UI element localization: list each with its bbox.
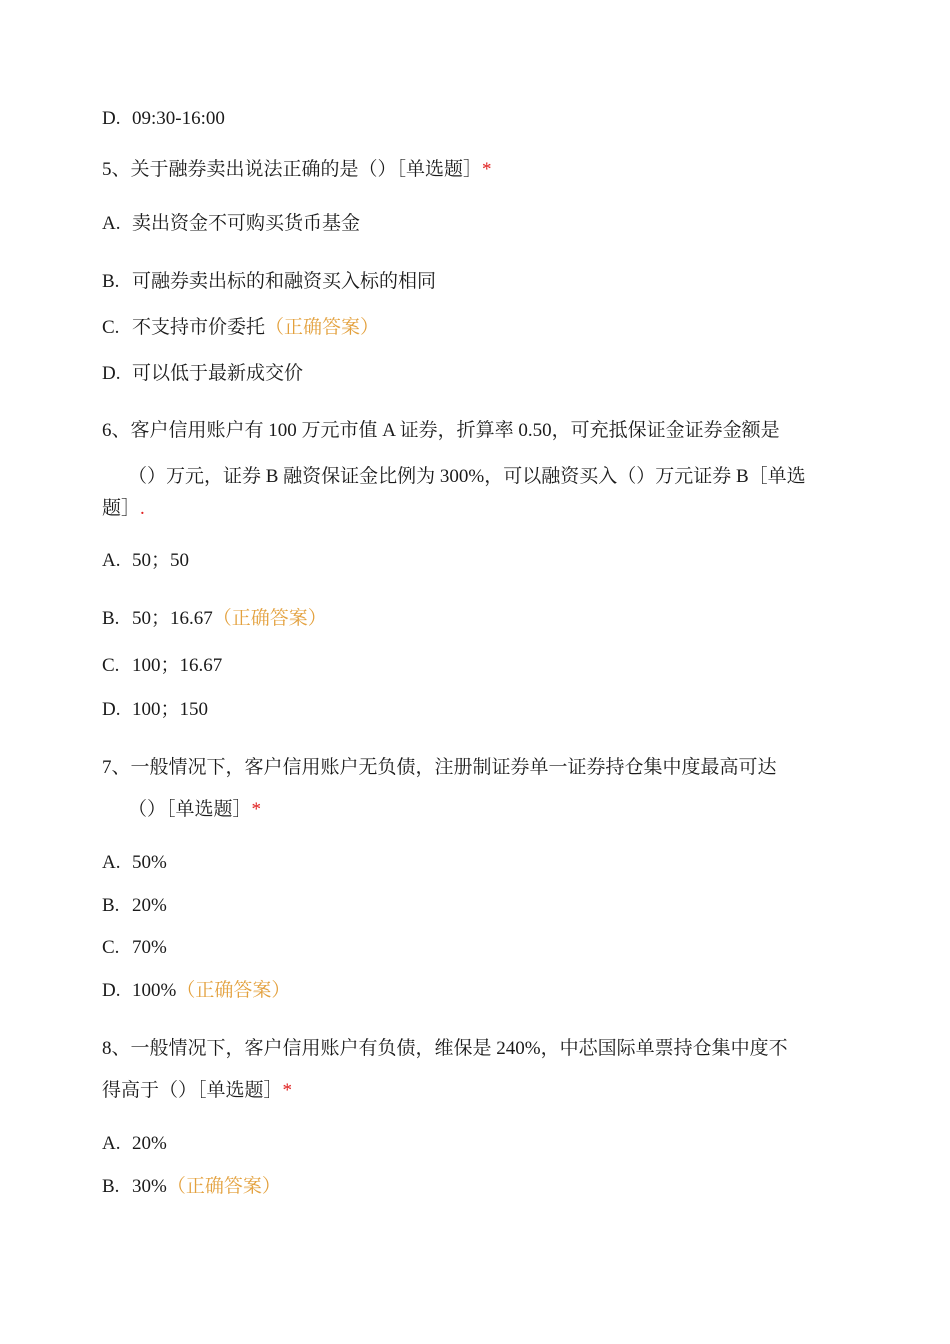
- option-label: B.: [102, 271, 120, 292]
- q6-option-b[interactable]: [102, 606, 327, 632]
- option-label: A.: [102, 550, 121, 571]
- option-label: A.: [102, 1133, 121, 1154]
- q6-title-line-3: [102, 496, 145, 522]
- question-text: 8、一般情况下，客户信用账户有负债，维保是 240%，中芯国际单票持仓集中度不: [102, 1038, 788, 1059]
- q5-option-c[interactable]: [102, 315, 379, 341]
- q6-title-line-2: [128, 464, 806, 490]
- option-text: 50；16.67: [132, 608, 213, 629]
- q7-title-line-1: [102, 755, 777, 781]
- required-star: .: [140, 498, 145, 519]
- q7-option-c[interactable]: [102, 935, 167, 961]
- correct-answer-tag: （正确答案）: [176, 980, 291, 1001]
- option-text: 70%: [132, 937, 167, 958]
- q8-title-line-1: [102, 1036, 788, 1062]
- required-star: *: [482, 159, 492, 180]
- option-text: 100；150: [132, 699, 209, 720]
- q6-title-line-1: [102, 418, 780, 444]
- question-text: 7、一般情况下，客户信用账户无负债，注册制证券单一证券持仓集中度最高可达: [102, 757, 777, 778]
- question-text: （）万元，证券 B 融资保证金比例为 300%，可以融资买入（）万元证券 B［单选: [128, 466, 806, 487]
- option-label: D.: [102, 363, 121, 384]
- q6-option-c[interactable]: [102, 653, 222, 679]
- option-text: 可融券卖出标的和融资买入标的相同: [132, 271, 437, 292]
- option-label: C.: [102, 655, 120, 676]
- q5-option-a[interactable]: [102, 211, 360, 237]
- option-label: D.: [102, 980, 121, 1001]
- correct-answer-tag: （正确答案）: [166, 1176, 281, 1197]
- option-label: A.: [102, 852, 121, 873]
- option-text: 100；16.67: [132, 655, 223, 676]
- option-text: 09:30-16:00: [132, 108, 225, 129]
- option-text: 20%: [132, 895, 167, 916]
- q8-title-line-2: [102, 1078, 292, 1104]
- option-text: 不支持市价委托: [132, 317, 266, 338]
- option-label: B.: [102, 1176, 120, 1197]
- question-text: （）［单选题］: [128, 799, 252, 820]
- question-text: 得高于（）［单选题］: [102, 1080, 283, 1101]
- q5-option-d[interactable]: [102, 361, 303, 387]
- option-text: 可以低于最新成交价: [132, 363, 304, 384]
- q6-option-a[interactable]: [102, 548, 189, 574]
- q7-title-line-2: [128, 797, 261, 823]
- option-label: D.: [102, 699, 121, 720]
- q7-option-d[interactable]: [102, 978, 290, 1004]
- question-text: 5、关于融券卖出说法正确的是（）［单选题］: [102, 159, 483, 180]
- option-label: C.: [102, 937, 120, 958]
- q4-option-d[interactable]: [102, 106, 225, 132]
- option-label: C.: [102, 317, 120, 338]
- correct-answer-tag: （正确答案）: [212, 608, 327, 629]
- question-text: 6、客户信用账户有 100 万元市值 A 证券，折算率 0.50，可充抵保证金证券金额是: [102, 420, 780, 441]
- option-label: B.: [102, 895, 120, 916]
- option-text: 50%: [132, 852, 167, 873]
- option-text: 50；50: [132, 550, 190, 571]
- q5-title: [102, 157, 492, 183]
- option-text: 卖出资金不可购买货币基金: [132, 213, 361, 234]
- correct-answer-tag: （正确答案）: [265, 317, 380, 338]
- required-star: *: [282, 1080, 293, 1101]
- q5-option-b[interactable]: [102, 269, 436, 295]
- option-text: 20%: [132, 1133, 167, 1154]
- option-label: B.: [102, 608, 120, 629]
- q8-option-b[interactable]: [102, 1174, 281, 1200]
- option-text: 100%: [132, 980, 177, 1001]
- question-text: 题］: [102, 498, 141, 519]
- q6-option-d[interactable]: [102, 697, 208, 723]
- required-star: *: [251, 799, 262, 820]
- option-label: A.: [102, 213, 121, 234]
- q8-option-a[interactable]: [102, 1131, 167, 1157]
- option-label: D.: [102, 108, 121, 129]
- q7-option-a[interactable]: [102, 850, 167, 876]
- option-text: 30%: [132, 1176, 167, 1197]
- q7-option-b[interactable]: [102, 893, 167, 919]
